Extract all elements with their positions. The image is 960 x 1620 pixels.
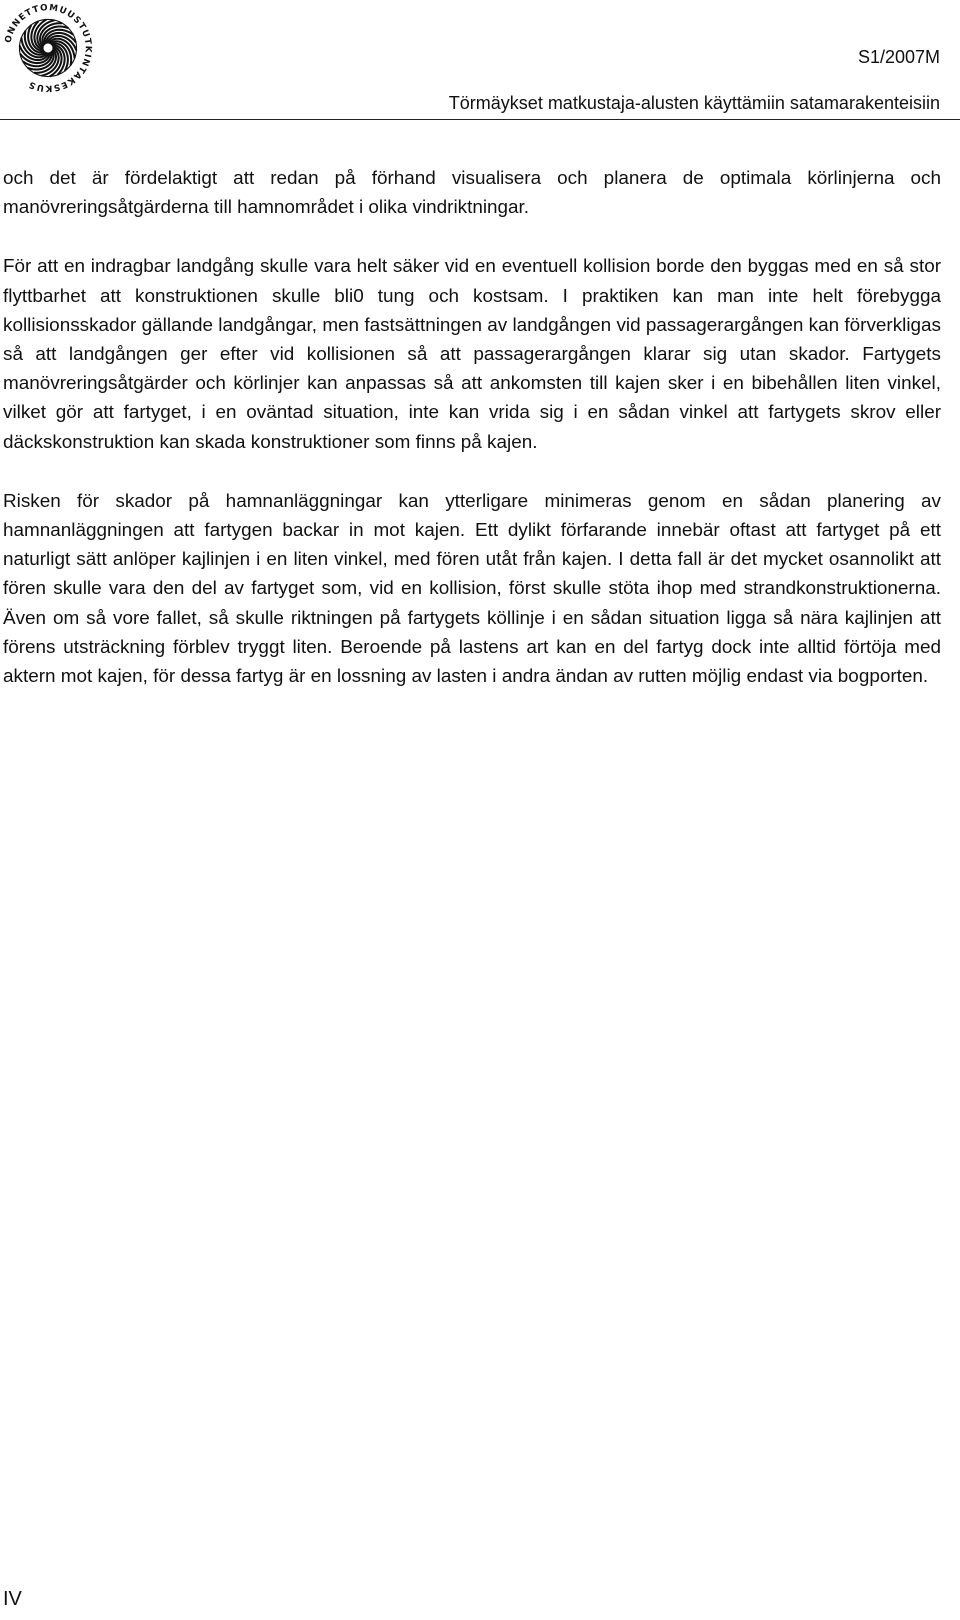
report-title: Törmäykset matkustaja-alusten käyttämiin satamarakenteisiin bbox=[448, 93, 940, 113]
paragraph: Risken för skador på hamnanläggningar kan ytterligare minimeras genom en sådan planering av hamnanläggningen att fartygen backar in mot kajen. Ett dylikt förfarande innebär oftast att fartyget på ett naturligt sätt anlöper kajlinjen i en liten vinkel, med fören utåt från kajen. I detta fall är det mycket osannolikt att fören skulle vara den del av fartyget som, vid en kollision, först skulle stöta ihop med strandkonstruktionerna. Även om så vore fallet, så skulle riktningen på fartygets köllinje i en sådan situation ligga så nära kajlinjen att förens utsträckning förblev tryggt liten. Beroende på lastens art kan en del fartyg dock inte alltid förtöja med aktern mot kajen, för dessa fartyg är en lossning av lasten i andra ändan av rutten möjlig endast via bogporten. bbox=[3, 490, 941, 688]
page-number: IV bbox=[3, 1588, 22, 1610]
logo-ring-text: ONNETTOMUUSTUTKINTAKESKUS bbox=[3, 3, 93, 93]
document-body bbox=[3, 164, 941, 721]
header-divider bbox=[0, 119, 960, 120]
agency-logo bbox=[2, 2, 94, 94]
report-id: S1/2007M bbox=[857, 47, 940, 67]
paragraph: och det är fördelaktigt att redan på förhand visualisera och planera de optimala körlinjerna och manövreringsåtgärderna till hamnområdet i olika vindriktningar. bbox=[3, 168, 941, 219]
paragraph: För att en indragbar landgång skulle vara helt säker vid en eventuell kollision borde den byggas med en så stor flyttbarhet att konstruktionen skulle bli0 tung och kostsam. I praktiken kan man inte helt förebygga kollisionsskador gällande landgångar, men fastsättningen av landgången vid passagerargången kan förverkligas så att landgången ger efter vid kollisionen så att passagerargången klarar sig utan skador. Fartygets manövreringsåtgärder och körlinjer kan anpassas så att ankomsten till kajen sker i en bibehållen liten vinkel, vilket gör att fartyget, i en oväntad situation, inte kan vrida sig i en sådan vinkel att fartygets skrov eller däckskonstruktion kan skada konstruktioner som finns på kajen. bbox=[3, 256, 941, 453]
